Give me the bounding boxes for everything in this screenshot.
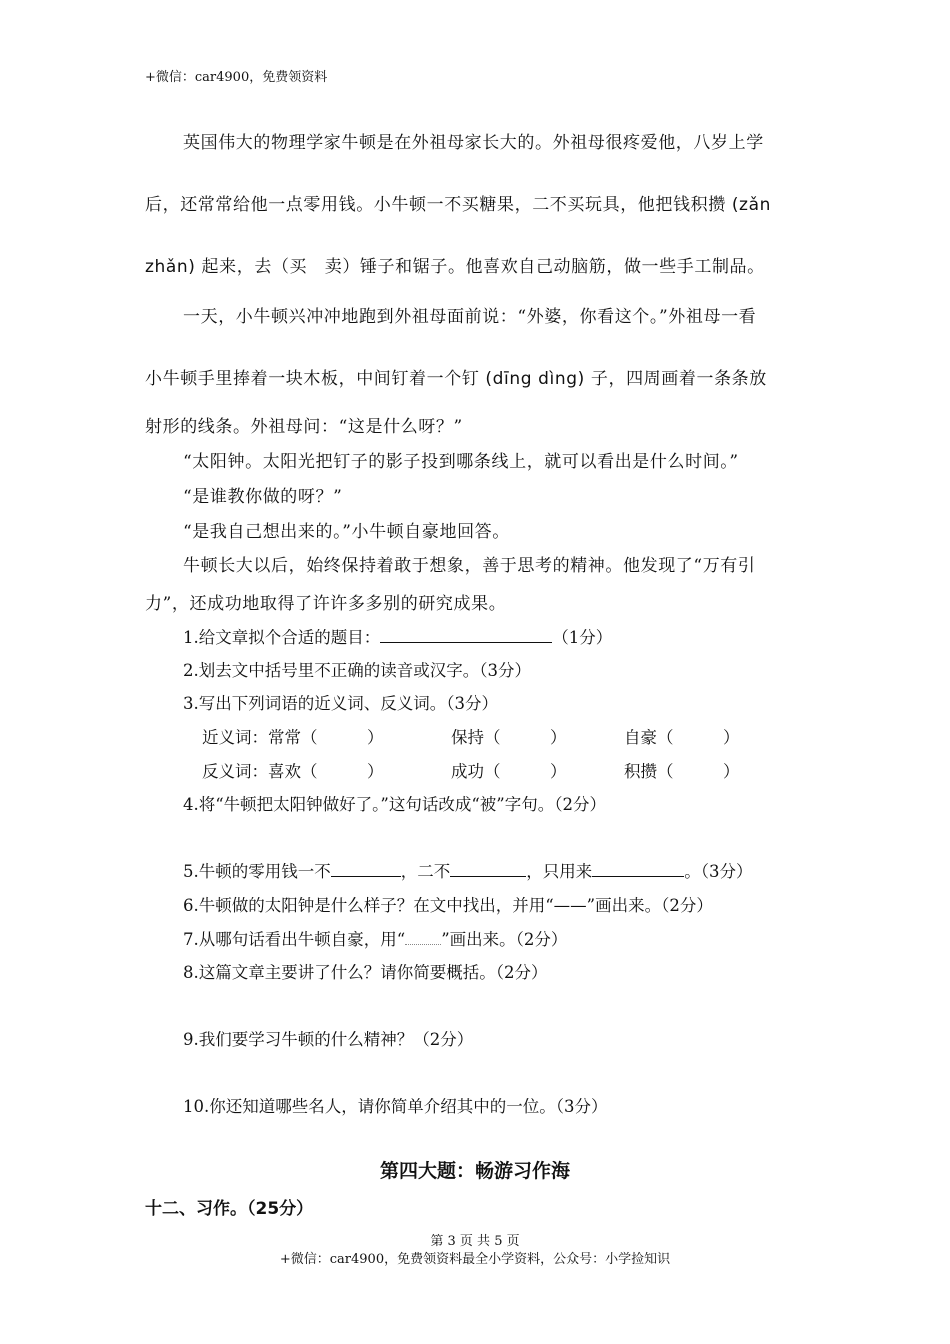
pinyin-text: (dīng dìng) <box>485 369 585 389</box>
question-9: 9.我们要学习牛顿的什么精神？（2分） <box>183 1030 474 1049</box>
question-2: 2.划去文中括号里不正确的读音或汉字。（3分） <box>183 661 531 680</box>
passage-text: 子，四周画着一条条放 <box>590 369 767 389</box>
passage-line: 牛顿长大以后，始终保持着敢于想象，善于思考的精神。他发现了“万有引 <box>183 556 756 576</box>
passage-text: 后，还常常给他一点零用钱。小牛顿一不买糖果，二不买玩具，他把钱积攒 <box>145 195 726 215</box>
question-3: 3.写出下列词语的近义词、反义词。（3分） <box>183 694 498 713</box>
wavy-underline-icon <box>405 932 441 945</box>
question-8: 8.这篇文章主要讲了什么？请你简要概括。（2分） <box>183 963 548 982</box>
passage-line <box>145 364 767 389</box>
pinyin-text: (zǎn <box>731 195 771 215</box>
passage-line <box>145 252 765 277</box>
page-number: 第 3 页 共 5 页 <box>430 1234 520 1249</box>
question-score: （1分） <box>552 628 613 647</box>
question-text: 1.给文章拟个合适的题目： <box>183 628 381 647</box>
question-score: 。（3分） <box>684 862 753 881</box>
question-5 <box>183 858 753 882</box>
question-text: 7.从哪句话看出牛顿自豪，用“ <box>183 930 406 949</box>
passage-line: 一天，小牛顿兴冲冲地跑到外祖母面前说：“外婆，你看这个。”外祖母一看 <box>183 307 757 327</box>
footer-watermark: +微信：car4900，免费领资料最全小学资料，公众号：小学捡知识 <box>279 1252 671 1267</box>
passage-line <box>145 190 771 215</box>
passage-line: “是我自己想出来的。”小牛顿自豪地回答。 <box>183 522 510 542</box>
header-watermark: +微信：car4900，免费领资料 <box>145 70 328 85</box>
question-text: ，只用来 <box>526 862 593 881</box>
antonym-item-2: 成功（ ） <box>451 762 567 781</box>
passage-text: 小牛顿手里捧着一块木板，中间钉着一个钉 <box>145 369 480 389</box>
passage-line: 英国伟大的物理学家牛顿是在外祖母家长大的。外祖母很疼爱他，八岁上学 <box>183 133 764 153</box>
section-subtitle: 十二、习作。（25分） <box>145 1199 314 1219</box>
synonym-item-3: 自豪（ ） <box>624 728 740 747</box>
passage-line: “是谁教你做的呀？” <box>183 487 343 507</box>
passage-line: 力”，还成功地取得了许许多多别的研究成果。 <box>145 594 507 614</box>
question-text: 5.牛顿的零用钱一不 <box>183 862 331 881</box>
synonym-item-2: 保持（ ） <box>451 728 567 747</box>
question-4: 4.将“牛顿把太阳钟做好了。”这句话改成“被”字句。（2分） <box>183 795 606 814</box>
passage-text: 起来，去（买 卖）锤子和锯子。他喜欢自己动脑筋，做一些手工制品。 <box>201 257 765 277</box>
question-7 <box>183 926 567 950</box>
pinyin-text: zhǎn) <box>145 257 196 277</box>
answer-blank[interactable] <box>331 860 401 877</box>
synonym-item-1: 近义词：常常（ ） <box>202 728 384 747</box>
question-6: 6.牛顿做的太阳钟是什么样子？在文中找出，并用“——”画出来。（2分） <box>183 896 713 915</box>
question-10: 10.你还知道哪些名人，请你简单介绍其中的一位。（3分） <box>183 1097 608 1116</box>
question-text: ”画出来。（2分） <box>441 930 568 949</box>
antonym-item-3: 积攒（ ） <box>624 762 740 781</box>
passage-line: 射形的线条。外祖母问：“这是什么呀？” <box>145 417 463 437</box>
passage-line: “太阳钟。太阳光把钉子的影子投到哪条线上，就可以看出是什么时间。” <box>183 452 739 472</box>
answer-blank[interactable] <box>380 626 552 643</box>
answer-blank[interactable] <box>592 860 684 877</box>
question-1 <box>183 624 612 648</box>
antonym-item-1: 反义词：喜欢（ ） <box>202 762 384 781</box>
question-text: ，二不 <box>400 862 451 881</box>
answer-blank[interactable] <box>450 860 526 877</box>
section-title: 第四大题：畅游习作海 <box>379 1160 570 1182</box>
